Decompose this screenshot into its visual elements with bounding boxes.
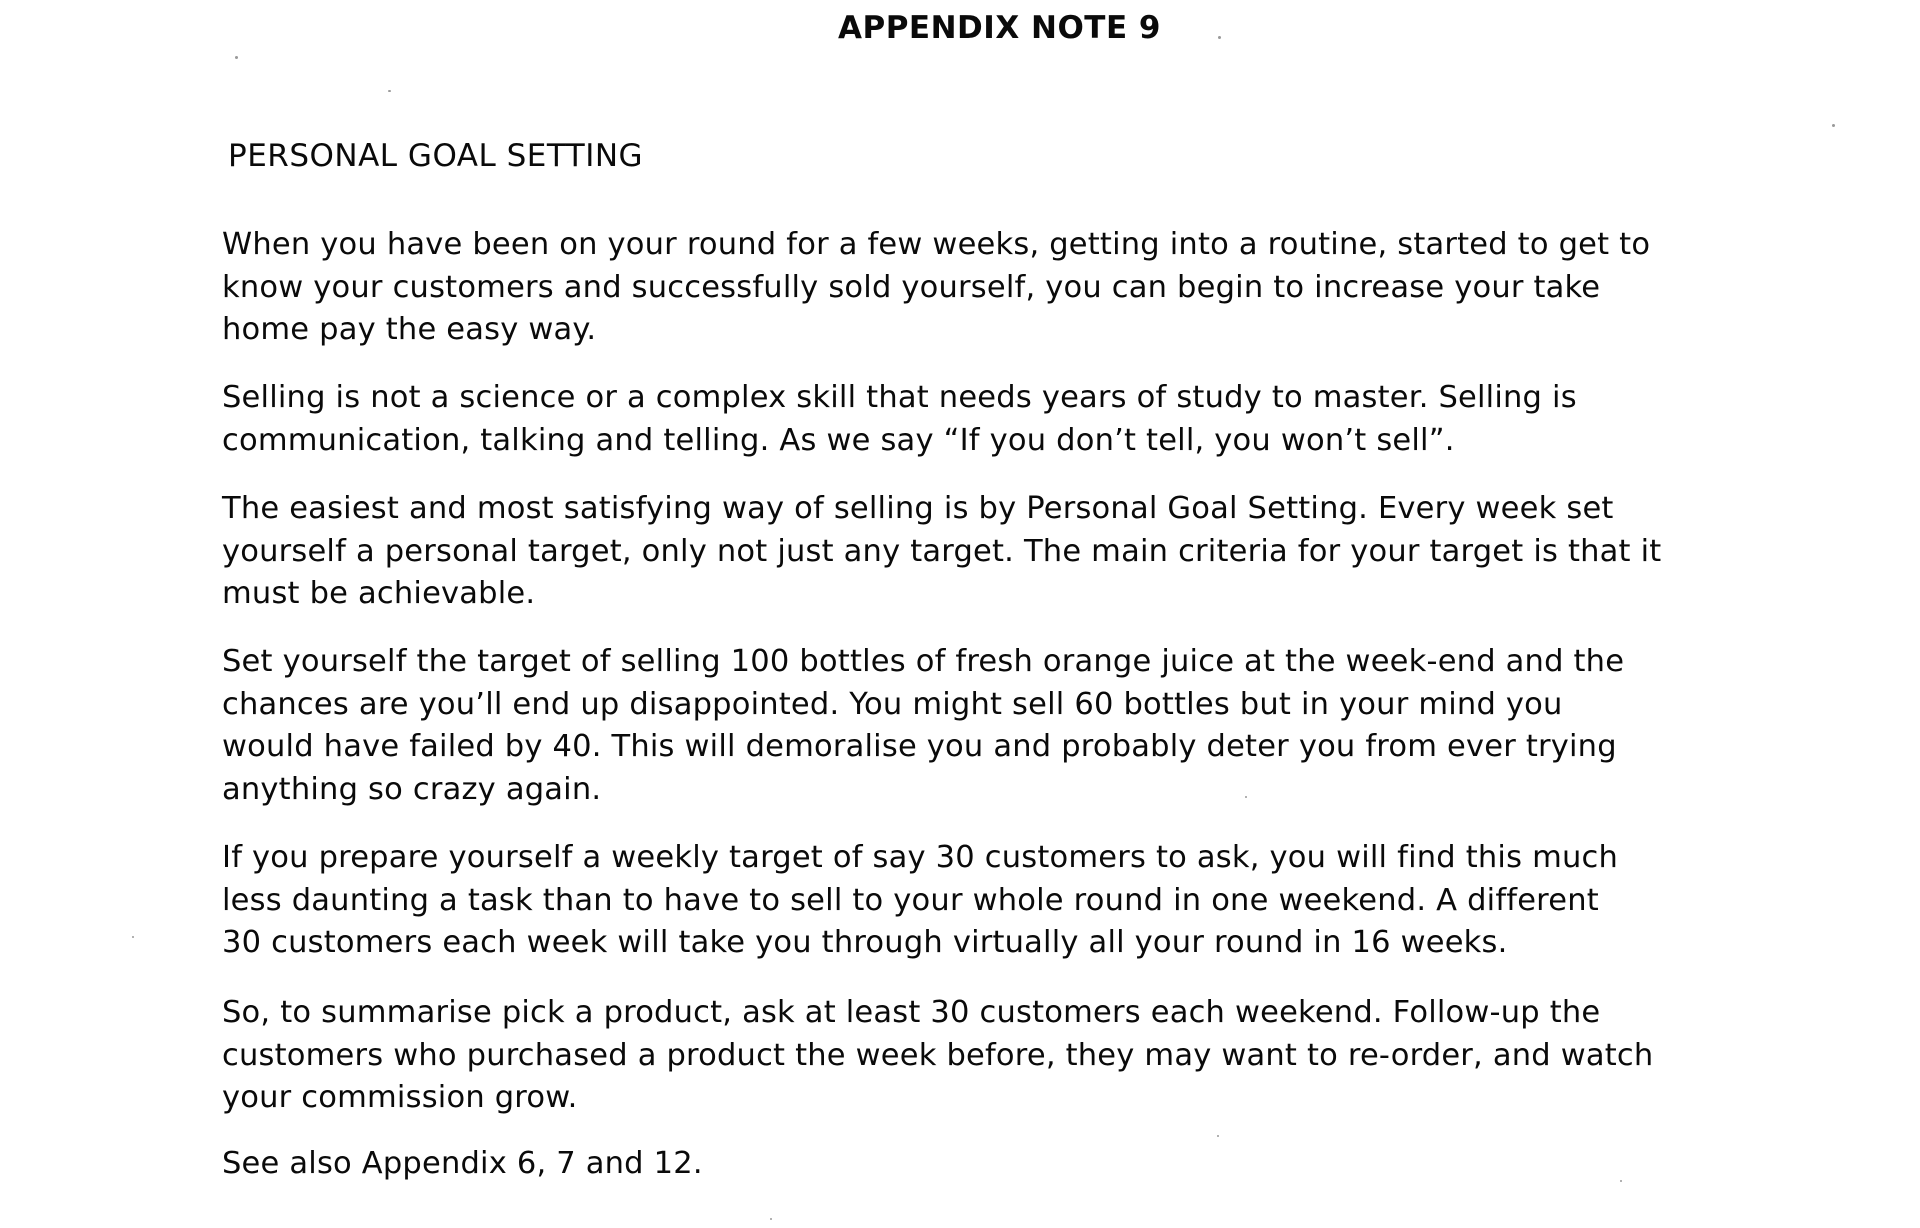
text-line: customers who purchased a product the week before, they may want to re-order, and watch (222, 1037, 1654, 1073)
paragraph-orange-juice-example (222, 641, 1802, 811)
scan-speck (1620, 1180, 1622, 1182)
page-title: APPENDIX NOTE 9 (838, 10, 1161, 46)
text-line: Set yourself the target of selling 100 bottles of fresh orange juice at the week-end and the (222, 644, 1625, 679)
text-line: yourself a personal target, only not just any target. The main criteria for your target is that it (222, 533, 1662, 569)
text-line: would have failed by 40. This will demoralise you and probably deter you from ever trying (222, 729, 1617, 764)
text-line: must be achievable. (222, 576, 536, 611)
scan-speck (1245, 796, 1247, 798)
text-line: your commission grow. (222, 1080, 578, 1115)
text-line: So, to summarise pick a product, ask at least 30 customers each weekend. Follow-up the (222, 995, 1601, 1030)
text-line: less daunting a task than to have to sell to your whole round in one weekend. A different (222, 882, 1599, 918)
text-line: chances are you’ll end up disappointed. You might sell 60 bottles but in your mind you (222, 686, 1563, 722)
scan-speck (132, 936, 134, 938)
text-line: If you prepare yourself a weekly target of say 30 customers to ask, you will find this much (222, 840, 1619, 875)
text-line: anything so crazy again. (222, 771, 602, 807)
text-line: Selling is not a science or a complex skill that needs years of study to master. Selling is (222, 380, 1577, 415)
see-also-reference: See also Appendix 6, 7 and 12. (222, 1146, 703, 1181)
paragraph-intro (222, 224, 1802, 352)
paragraph-weekly-target (222, 837, 1802, 965)
text-line: 30 customers each week will take you through virtually all your round in 16 weeks. (222, 925, 1508, 960)
text-line: home pay the easy way. (222, 312, 597, 347)
text-line: communication, talking and telling. As we say “If you don’t tell, you won’t sell”. (222, 422, 1455, 458)
paragraph-summary (222, 992, 1802, 1120)
scan-speck (388, 90, 391, 92)
scan-speck (1217, 1135, 1219, 1137)
scan-speck (1218, 36, 1221, 39)
scan-speck (1832, 124, 1835, 127)
paragraph-selling-definition (222, 377, 1802, 462)
text-line: When you have been on your round for a few weeks, getting into a routine, started to get to (222, 227, 1651, 262)
text-line: The easiest and most satisfying way of selling is by Personal Goal Setting. Every week set (222, 491, 1614, 526)
text-line: know your customers and successfully sold yourself, you can begin to increase your take (222, 269, 1601, 305)
paragraph-see-also (222, 1143, 1802, 1186)
scan-speck (235, 56, 238, 59)
section-heading: PERSONAL GOAL SETTING (228, 138, 644, 174)
paragraph-goal-setting (222, 488, 1802, 616)
scan-speck (770, 1218, 772, 1220)
